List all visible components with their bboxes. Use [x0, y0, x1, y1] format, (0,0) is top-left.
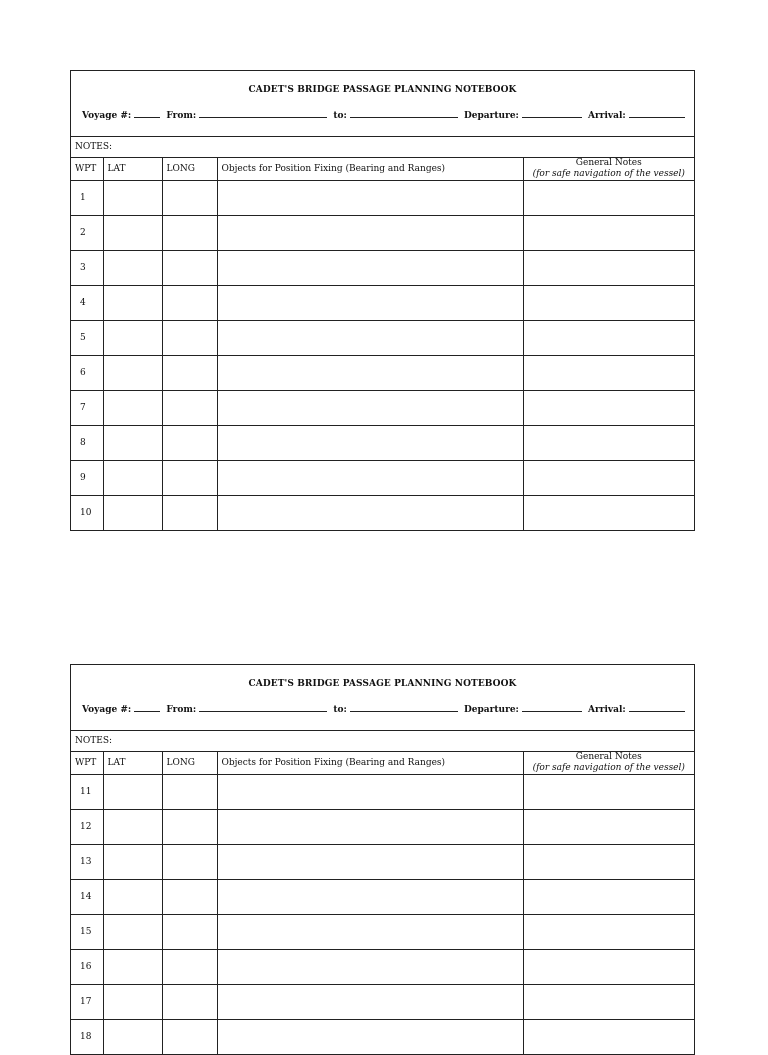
departure-field[interactable] [522, 109, 582, 118]
wpt-number: 9 [71, 461, 103, 496]
objects-header: Objects for Position Fixing (Bearing and Ranges) [217, 158, 523, 181]
arrival-label: Arrival: [588, 111, 626, 121]
lat-cell[interactable] [103, 286, 162, 321]
wpt-number: 11 [71, 775, 103, 810]
wpt-number: 6 [71, 356, 103, 391]
arrival-label: Arrival: [588, 705, 626, 715]
long-cell[interactable] [162, 426, 217, 461]
passage-plan-form-2 [70, 664, 695, 1055]
long-cell[interactable] [162, 880, 217, 915]
long-cell[interactable] [162, 461, 217, 496]
objects-cell[interactable] [217, 181, 523, 216]
lat-cell[interactable] [103, 356, 162, 391]
lat-cell[interactable] [103, 775, 162, 810]
table-row [71, 251, 694, 286]
general-notes-cell[interactable] [523, 251, 694, 286]
table-row [71, 880, 694, 915]
departure-label: Departure: [463, 705, 519, 715]
general-notes-cell[interactable] [523, 915, 694, 950]
table-row [71, 181, 694, 216]
long-cell[interactable] [162, 915, 217, 950]
general-notes-subtitle: (for safe navigation of the vessel) [532, 763, 685, 773]
wpt-number: 1 [71, 181, 103, 216]
long-header: LONG [162, 752, 217, 775]
objects-cell[interactable] [217, 216, 523, 251]
objects-cell[interactable] [217, 950, 523, 985]
long-cell[interactable] [162, 985, 217, 1020]
general-notes-header [523, 158, 694, 181]
long-cell[interactable] [162, 1020, 217, 1055]
table-header-row [71, 752, 694, 775]
long-cell[interactable] [162, 286, 217, 321]
objects-cell[interactable] [217, 810, 523, 845]
table-row [71, 426, 694, 461]
arrival-field[interactable] [629, 703, 685, 712]
general-notes-cell[interactable] [523, 391, 694, 426]
notes-row[interactable] [71, 731, 694, 752]
objects-cell[interactable] [217, 496, 523, 531]
table-row [71, 356, 694, 391]
lat-cell[interactable] [103, 880, 162, 915]
general-notes-header [523, 752, 694, 775]
wpt-number: 8 [71, 426, 103, 461]
notes-row[interactable] [71, 137, 694, 158]
table-row [71, 1020, 694, 1055]
notes-label: NOTES: [75, 142, 113, 152]
objects-cell[interactable] [217, 985, 523, 1020]
wpt-number: 7 [71, 391, 103, 426]
general-notes-cell[interactable] [523, 985, 694, 1020]
voyage-label: Voyage #: [82, 111, 132, 121]
general-notes-cell[interactable] [523, 775, 694, 810]
table-row [71, 461, 694, 496]
objects-header: Objects for Position Fixing (Bearing and Ranges) [217, 752, 523, 775]
wpt-number: 4 [71, 286, 103, 321]
general-notes-cell[interactable] [523, 181, 694, 216]
wpt-number: 13 [71, 845, 103, 880]
objects-cell[interactable] [217, 251, 523, 286]
lat-cell[interactable] [103, 321, 162, 356]
voyage-number-field[interactable] [134, 703, 160, 712]
lat-cell[interactable] [103, 845, 162, 880]
objects-cell[interactable] [217, 426, 523, 461]
table-row [71, 845, 694, 880]
long-cell[interactable] [162, 391, 217, 426]
lat-cell[interactable] [103, 810, 162, 845]
wpt-number: 18 [71, 1020, 103, 1055]
general-notes-cell[interactable] [523, 356, 694, 391]
from-field[interactable] [199, 109, 327, 118]
wpt-number: 15 [71, 915, 103, 950]
departure-field[interactable] [522, 703, 582, 712]
from-label: From: [166, 111, 197, 121]
lat-cell[interactable] [103, 391, 162, 426]
from-field[interactable] [199, 703, 327, 712]
lat-cell[interactable] [103, 251, 162, 286]
waypoint-table [71, 158, 694, 530]
objects-cell[interactable] [217, 1020, 523, 1055]
lat-cell[interactable] [103, 461, 162, 496]
from-label: From: [166, 705, 197, 715]
general-notes-title: General Notes [575, 158, 642, 168]
form-title: CADET'S BRIDGE PASSAGE PLANNING NOTEBOOK [248, 85, 517, 95]
long-cell[interactable] [162, 216, 217, 251]
departure-label: Departure: [463, 111, 519, 121]
voyage-number-field[interactable] [134, 109, 160, 118]
table-row [71, 391, 694, 426]
table-row [71, 950, 694, 985]
waypoint-table [71, 752, 694, 1054]
notes-label: NOTES: [75, 736, 113, 746]
long-cell[interactable] [162, 251, 217, 286]
general-notes-cell[interactable] [523, 286, 694, 321]
table-header-row [71, 158, 694, 181]
objects-cell[interactable] [217, 391, 523, 426]
objects-cell[interactable] [217, 356, 523, 391]
long-cell[interactable] [162, 181, 217, 216]
form-header [71, 665, 694, 731]
to-label: to: [333, 111, 347, 121]
lat-cell[interactable] [103, 985, 162, 1020]
general-notes-cell[interactable] [523, 810, 694, 845]
lat-header: LAT [103, 752, 162, 775]
general-notes-title: General Notes [575, 752, 642, 762]
voyage-details-line [82, 703, 688, 715]
wpt-number: 12 [71, 810, 103, 845]
long-cell[interactable] [162, 321, 217, 356]
general-notes-cell[interactable] [523, 321, 694, 356]
general-notes-cell[interactable] [523, 216, 694, 251]
objects-cell[interactable] [217, 461, 523, 496]
long-cell[interactable] [162, 845, 217, 880]
wpt-number: 2 [71, 216, 103, 251]
general-notes-cell[interactable] [523, 1020, 694, 1055]
objects-cell[interactable] [217, 775, 523, 810]
table-row [71, 775, 694, 810]
form-title: CADET'S BRIDGE PASSAGE PLANNING NOTEBOOK [248, 679, 517, 689]
general-notes-subtitle: (for safe navigation of the vessel) [532, 169, 685, 179]
arrival-field[interactable] [629, 109, 685, 118]
lat-cell[interactable] [103, 426, 162, 461]
to-field[interactable] [350, 703, 458, 712]
wpt-header: WPT [71, 752, 103, 775]
objects-cell[interactable] [217, 321, 523, 356]
objects-cell[interactable] [217, 915, 523, 950]
general-notes-cell[interactable] [523, 880, 694, 915]
table-row [71, 915, 694, 950]
voyage-details-line [82, 109, 688, 121]
wpt-number: 10 [71, 496, 103, 531]
table-row [71, 985, 694, 1020]
objects-cell[interactable] [217, 880, 523, 915]
wpt-number: 3 [71, 251, 103, 286]
passage-plan-form-1 [70, 70, 695, 531]
general-notes-cell[interactable] [523, 950, 694, 985]
long-cell[interactable] [162, 356, 217, 391]
to-label: to: [333, 705, 347, 715]
lat-cell[interactable] [103, 181, 162, 216]
table-row [71, 286, 694, 321]
wpt-number: 5 [71, 321, 103, 356]
wpt-header: WPT [71, 158, 103, 181]
lat-cell[interactable] [103, 915, 162, 950]
table-row [71, 321, 694, 356]
long-cell[interactable] [162, 950, 217, 985]
general-notes-cell[interactable] [523, 845, 694, 880]
general-notes-cell[interactable] [523, 496, 694, 531]
table-row [71, 810, 694, 845]
wpt-number: 16 [71, 950, 103, 985]
table-row [71, 496, 694, 531]
voyage-label: Voyage #: [82, 705, 132, 715]
objects-cell[interactable] [217, 286, 523, 321]
wpt-number: 14 [71, 880, 103, 915]
table-row [71, 216, 694, 251]
to-field[interactable] [350, 109, 458, 118]
wpt-number: 17 [71, 985, 103, 1020]
lat-cell[interactable] [103, 1020, 162, 1055]
long-cell[interactable] [162, 496, 217, 531]
objects-cell[interactable] [217, 845, 523, 880]
general-notes-cell[interactable] [523, 426, 694, 461]
lat-cell[interactable] [103, 216, 162, 251]
lat-cell[interactable] [103, 950, 162, 985]
general-notes-cell[interactable] [523, 461, 694, 496]
long-header: LONG [162, 158, 217, 181]
form-header [71, 71, 694, 137]
long-cell[interactable] [162, 810, 217, 845]
lat-header: LAT [103, 158, 162, 181]
long-cell[interactable] [162, 775, 217, 810]
lat-cell[interactable] [103, 496, 162, 531]
